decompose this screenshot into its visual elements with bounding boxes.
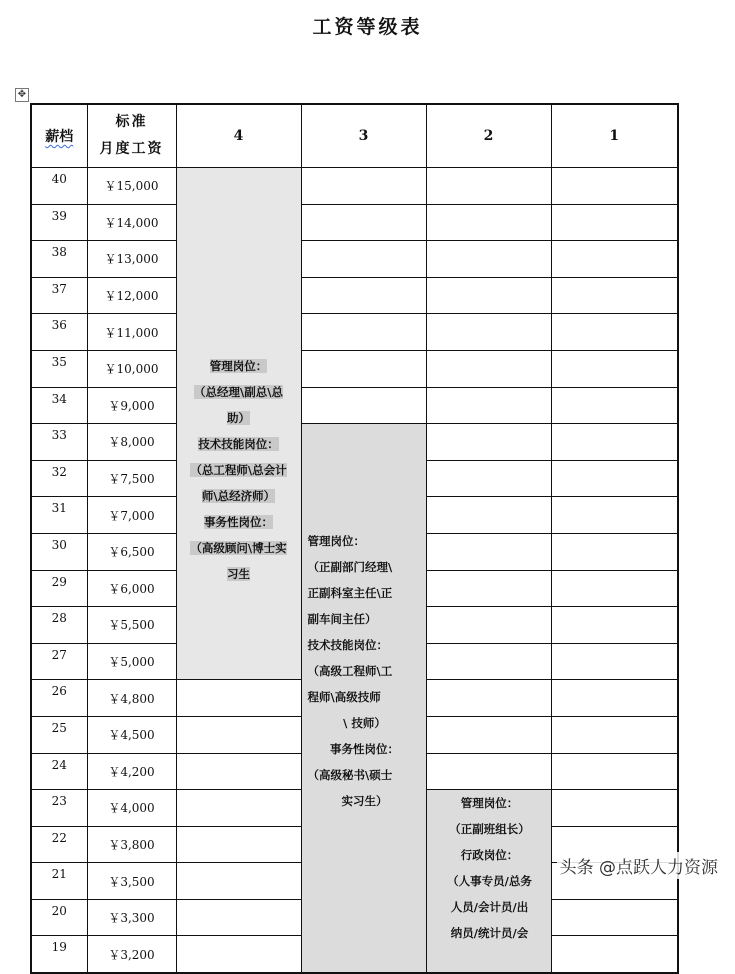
salary-cell: ￥3,300 <box>87 899 176 936</box>
salary-cell: ￥3,800 <box>87 826 176 863</box>
header-salary: 标准 月度工资 <box>87 104 176 168</box>
level-cell: 21 <box>31 863 87 900</box>
level-cell: 26 <box>31 680 87 717</box>
empty-cell <box>426 607 551 644</box>
empty-cell <box>301 277 426 314</box>
empty-cell <box>301 387 426 424</box>
empty-cell <box>551 497 678 534</box>
level-cell: 38 <box>31 241 87 278</box>
grade-3-line: 程师\高级技师 <box>307 690 381 705</box>
level-cell: 24 <box>31 753 87 790</box>
grade-4-line: （总经理\副总\总 <box>194 384 283 399</box>
empty-cell <box>551 387 678 424</box>
level-cell: 36 <box>31 314 87 351</box>
empty-cell <box>176 863 301 900</box>
level-cell: 37 <box>31 277 87 314</box>
salary-cell: ￥3,500 <box>87 863 176 900</box>
level-cell: 25 <box>31 716 87 753</box>
empty-cell <box>176 753 301 790</box>
level-cell: 30 <box>31 533 87 570</box>
salary-cell: ￥6,000 <box>87 570 176 607</box>
empty-cell <box>426 753 551 790</box>
empty-cell <box>426 387 551 424</box>
empty-cell <box>551 277 678 314</box>
header-grade-3: 3 <box>301 104 426 168</box>
empty-cell <box>426 643 551 680</box>
grade-4-positions <box>176 168 301 680</box>
move-icon[interactable]: ✥ <box>15 88 29 102</box>
grade-3-line: 实习生） <box>341 794 388 809</box>
empty-cell <box>426 570 551 607</box>
header-grade-4: 4 <box>176 104 301 168</box>
salary-cell: ￥14,000 <box>87 204 176 241</box>
level-cell: 32 <box>31 460 87 497</box>
empty-cell <box>551 570 678 607</box>
salary-cell: ￥11,000 <box>87 314 176 351</box>
level-cell: 27 <box>31 643 87 680</box>
grade-4-line: 助） <box>227 410 250 425</box>
grade-3-line: （高级秘书\硕士 <box>307 768 393 783</box>
salary-cell: ￥6,500 <box>87 533 176 570</box>
empty-cell <box>301 241 426 278</box>
level-cell: 35 <box>31 350 87 387</box>
header-level: 薪档 <box>31 104 87 168</box>
empty-cell <box>551 753 678 790</box>
table-row <box>31 277 678 314</box>
header-grade-1: 1 <box>551 104 678 168</box>
empty-cell <box>551 643 678 680</box>
level-cell: 19 <box>31 936 87 973</box>
empty-cell <box>426 241 551 278</box>
empty-cell <box>426 680 551 717</box>
empty-cell <box>551 204 678 241</box>
level-cell: 29 <box>31 570 87 607</box>
grade-4-line: 管理岗位： <box>209 358 268 373</box>
grade-3-line: 正副科室主任\正 <box>307 586 393 601</box>
empty-cell <box>176 790 301 827</box>
header-row <box>31 104 678 168</box>
grade-3-line: 事务性岗位： <box>330 742 399 757</box>
salary-cell: ￥4,800 <box>87 680 176 717</box>
empty-cell <box>551 533 678 570</box>
empty-cell <box>301 168 426 205</box>
salary-cell: ￥4,500 <box>87 716 176 753</box>
grade-2-line: 人员/会计员/出 <box>450 900 529 915</box>
empty-cell <box>426 314 551 351</box>
table-row <box>31 168 678 205</box>
empty-cell <box>551 168 678 205</box>
empty-cell <box>301 314 426 351</box>
salary-cell: ￥4,000 <box>87 790 176 827</box>
level-cell: 23 <box>31 790 87 827</box>
empty-cell <box>301 350 426 387</box>
grade-2-line: （人事专员/总务 <box>447 874 532 889</box>
salary-cell: ￥5,500 <box>87 607 176 644</box>
salary-cell: ￥10,000 <box>87 350 176 387</box>
empty-cell <box>551 314 678 351</box>
salary-cell: ￥13,000 <box>87 241 176 278</box>
salary-cell: ￥7,000 <box>87 497 176 534</box>
level-cell: 22 <box>31 826 87 863</box>
level-cell: 34 <box>31 387 87 424</box>
salary-cell: ￥5,000 <box>87 643 176 680</box>
watermark: 头条 @点跃人力资源 <box>557 852 721 879</box>
empty-cell <box>176 826 301 863</box>
grade-4-line: 事务性岗位： <box>204 514 273 529</box>
page-title: 工资等级表 <box>312 16 423 38</box>
table-row <box>31 314 678 351</box>
salary-cell: ￥3,200 <box>87 936 176 973</box>
salary-cell: ￥4,200 <box>87 753 176 790</box>
grade-4-line: 技术技能岗位： <box>198 436 279 451</box>
salary-cell: ￥12,000 <box>87 277 176 314</box>
grade-2-line: 行政岗位： <box>460 848 519 863</box>
empty-cell <box>426 533 551 570</box>
empty-cell <box>426 277 551 314</box>
empty-cell <box>551 460 678 497</box>
grade-3-line: （正副部门经理\ <box>307 560 393 575</box>
grade-3-line: 技术技能岗位： <box>307 638 388 653</box>
salary-cell: ￥8,000 <box>87 424 176 461</box>
empty-cell <box>176 936 301 973</box>
empty-cell <box>551 607 678 644</box>
grade-4-line: （总工程师\总会计 <box>190 462 287 477</box>
empty-cell <box>426 497 551 534</box>
table-row <box>31 204 678 241</box>
empty-cell <box>176 680 301 717</box>
empty-cell <box>176 899 301 936</box>
empty-cell <box>551 680 678 717</box>
empty-cell <box>551 790 678 827</box>
grade-2-line: 管理岗位： <box>460 796 519 811</box>
level-cell: 28 <box>31 607 87 644</box>
empty-cell <box>426 168 551 205</box>
table-row <box>31 350 678 387</box>
empty-cell <box>426 716 551 753</box>
table-row <box>31 387 678 424</box>
grade-4-line: 习生 <box>227 566 250 581</box>
grade-4-line: （高级顾问\博士实 <box>190 540 287 555</box>
grade-2-line: （正副班组长） <box>449 822 530 837</box>
grade-2-line: 纳员/统计员/会 <box>450 926 529 941</box>
empty-cell <box>551 899 678 936</box>
header-grade-2: 2 <box>426 104 551 168</box>
empty-cell <box>176 716 301 753</box>
salary-cell: ￥15,000 <box>87 168 176 205</box>
grade-3-line: （高级工程师\工 <box>307 664 393 679</box>
table-row <box>31 241 678 278</box>
level-cell: 39 <box>31 204 87 241</box>
table-row <box>31 424 678 461</box>
grade-3-line: \ 技师） <box>343 716 386 731</box>
empty-cell <box>426 424 551 461</box>
empty-cell <box>551 350 678 387</box>
level-cell: 20 <box>31 899 87 936</box>
salary-cell: ￥7,500 <box>87 460 176 497</box>
empty-cell <box>426 204 551 241</box>
empty-cell <box>551 716 678 753</box>
empty-cell <box>301 204 426 241</box>
empty-cell <box>551 936 678 973</box>
empty-cell <box>426 460 551 497</box>
salary-cell: ￥9,000 <box>87 387 176 424</box>
grade-3-line: 副车间主任） <box>307 612 377 627</box>
level-cell: 33 <box>31 424 87 461</box>
empty-cell <box>426 350 551 387</box>
empty-cell <box>551 424 678 461</box>
grade-2-positions <box>426 790 551 973</box>
level-cell: 40 <box>31 168 87 205</box>
grade-3-line: 管理岗位： <box>307 534 365 549</box>
grade-4-line: 师\总经济师） <box>201 488 276 503</box>
salary-grade-table <box>30 103 679 974</box>
level-cell: 31 <box>31 497 87 534</box>
empty-cell <box>551 241 678 278</box>
